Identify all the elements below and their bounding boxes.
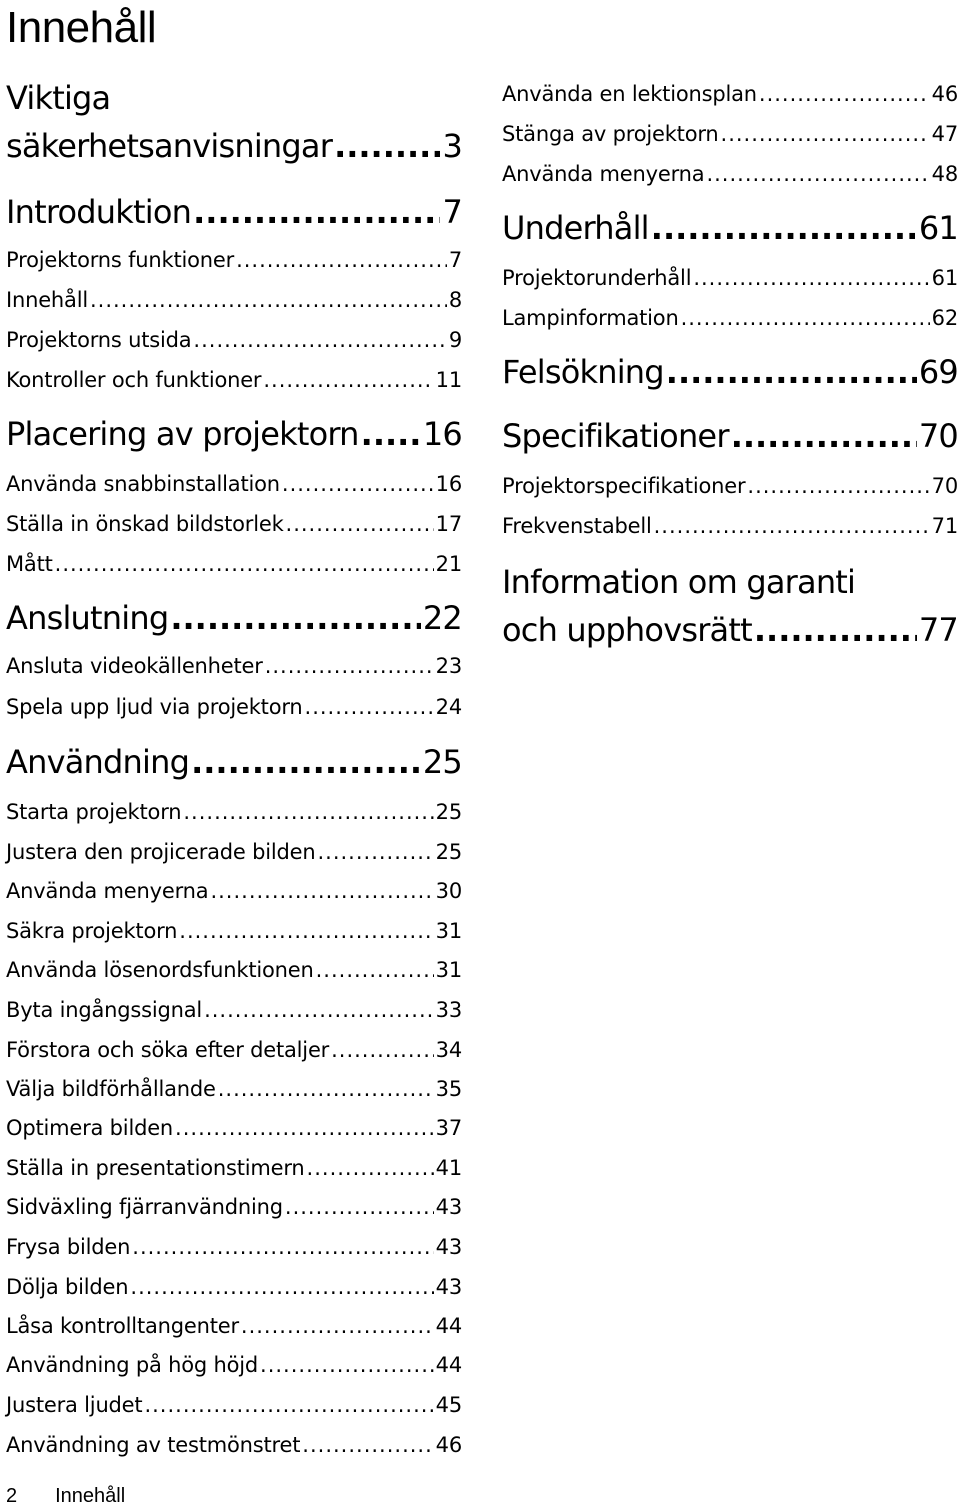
- toc-leader-dots: [302, 1431, 433, 1459]
- toc-page-number: 31: [435, 919, 462, 943]
- toc-entry[interactable]: [6, 550, 462, 578]
- toc-entry[interactable]: [502, 472, 958, 500]
- toc-page-number: 21: [435, 552, 462, 576]
- toc-entry[interactable]: [6, 1312, 462, 1340]
- toc-page-number: 8: [448, 288, 462, 312]
- toc-section-felsokning[interactable]: [502, 352, 958, 392]
- toc-page-number: 33: [435, 998, 462, 1022]
- toc-section-anslutning[interactable]: [6, 598, 462, 638]
- toc-page-number: 71: [931, 514, 958, 538]
- toc-section-placering[interactable]: [6, 414, 462, 454]
- toc-leader-dots: [236, 246, 447, 274]
- toc-entry-title: Mått: [6, 552, 53, 576]
- toc-leader-dots: [241, 1312, 434, 1340]
- toc-leader-dots: [285, 1193, 434, 1221]
- toc-entry[interactable]: [6, 996, 462, 1024]
- toc-entry[interactable]: [6, 652, 462, 680]
- toc-leader-dots: [331, 1036, 434, 1064]
- toc-page-number: 43: [435, 1195, 462, 1219]
- toc-page-number: 17: [435, 512, 462, 536]
- toc-leader-dots: [183, 798, 433, 826]
- toc-entry[interactable]: [6, 1114, 462, 1142]
- toc-entry-title: Dölja bilden: [6, 1275, 129, 1299]
- toc-page-number: 61: [918, 209, 958, 247]
- toc-entry-title: Använda lösenordsfunktionen: [6, 958, 314, 982]
- toc-leader-dots: [317, 838, 433, 866]
- toc-page-number: 25: [435, 800, 462, 824]
- toc-entry-title: Lampinformation: [502, 306, 679, 330]
- toc-leader-dots: [759, 80, 930, 108]
- toc-entry-title: Användning av testmönstret: [6, 1433, 301, 1457]
- toc-entry-title: Ställa in önskad bildstorlek: [6, 512, 284, 536]
- toc-page-number: 24: [435, 695, 462, 719]
- toc-leader-dots: [260, 1351, 434, 1379]
- toc-entry[interactable]: [6, 1075, 462, 1103]
- toc-entry[interactable]: [6, 1036, 462, 1064]
- toc-entry-title: Justera ljudet: [6, 1393, 143, 1417]
- toc-page-number: 41: [435, 1156, 462, 1180]
- toc-leader-dots: [265, 652, 434, 680]
- toc-leader-dots: [286, 510, 434, 538]
- toc-leader-dots: [144, 1391, 433, 1419]
- toc-page-number: 16: [435, 472, 462, 496]
- toc-leader-dots: [754, 610, 917, 650]
- toc-entry-title: Justera den projicerade bilden: [6, 840, 316, 864]
- toc-leader-dots: [731, 416, 917, 456]
- toc-page-number: 70: [931, 474, 958, 498]
- toc-section-title: säkerhetsanvisningar: [6, 127, 333, 165]
- page-footer: [6, 1484, 125, 1508]
- toc-entry[interactable]: [6, 1273, 462, 1301]
- toc-entry-title: Låsa kontrolltangenter: [6, 1314, 239, 1338]
- toc-leader-dots: [282, 470, 434, 498]
- toc-leader-dots: [55, 550, 434, 578]
- toc-page-number: 25: [422, 743, 462, 781]
- toc-entry[interactable]: [6, 917, 462, 945]
- toc-page-number: 7: [442, 193, 462, 231]
- toc-section-title: Underhåll: [502, 209, 649, 247]
- toc-entry[interactable]: [6, 246, 462, 274]
- toc-entry-title: Projektorns funktioner: [6, 248, 235, 272]
- toc-entry-title: Spela upp ljud via projektorn: [6, 695, 303, 719]
- toc-leader-dots: [693, 264, 929, 292]
- toc-leader-dots: [706, 160, 929, 188]
- toc-leader-dots: [334, 126, 440, 166]
- toc-section-title: Felsökning: [502, 353, 664, 391]
- toc-leader-dots: [130, 1273, 433, 1301]
- toc-page-number: 11: [435, 368, 462, 392]
- toc-page-number: 34: [435, 1038, 462, 1062]
- toc-entry-title: Använda en lektionsplan: [502, 82, 757, 106]
- toc-section-underhall[interactable]: [502, 208, 958, 248]
- toc-entry-title: Starta projektorn: [6, 800, 182, 824]
- toc-entry-title: Förstora och söka efter detaljer: [6, 1038, 330, 1062]
- toc-entry-title: Innehåll: [6, 288, 88, 312]
- toc-leader-dots: [666, 352, 917, 392]
- toc-section-title: Specifikationer: [502, 417, 729, 455]
- toc-page-number: 22: [422, 599, 462, 637]
- toc-entry[interactable]: [6, 1154, 462, 1182]
- toc-section-safety-line1[interactable]: Viktiga: [6, 79, 111, 117]
- toc-entry[interactable]: [502, 304, 958, 332]
- toc-entry[interactable]: [6, 470, 462, 498]
- toc-page-number: 31: [435, 958, 462, 982]
- toc-entry-title: Frekvenstabell: [502, 514, 652, 538]
- toc-page-number: 47: [931, 122, 958, 146]
- toc-entry[interactable]: [6, 838, 462, 866]
- toc-page-number: 43: [435, 1275, 462, 1299]
- toc-entry-title: Optimera bilden: [6, 1116, 174, 1140]
- footer-page-number: 2: [6, 1485, 18, 1507]
- toc-entry[interactable]: [502, 80, 958, 108]
- toc-section-specifikationer[interactable]: [502, 416, 958, 456]
- toc-entry-title: Projektorns utsida: [6, 328, 192, 352]
- toc-page-number: 23: [435, 654, 462, 678]
- toc-entry[interactable]: [6, 1391, 462, 1419]
- toc-leader-dots: [307, 1154, 434, 1182]
- toc-entry-title: Stänga av projektorn: [502, 122, 719, 146]
- toc-entry[interactable]: [6, 956, 462, 984]
- toc-leader-dots: [179, 917, 433, 945]
- toc-page-number: 30: [435, 879, 462, 903]
- toc-page-number: 7: [448, 248, 462, 272]
- toc-section-warranty-line1[interactable]: Information om garanti: [502, 563, 856, 601]
- toc-entry-title: Använda snabbinstallation: [6, 472, 280, 496]
- toc-page-number: 37: [435, 1116, 462, 1140]
- toc-section-introduktion[interactable]: [6, 192, 462, 232]
- toc-section-title: och upphovsrätt: [502, 611, 752, 649]
- toc-entry[interactable]: [502, 512, 958, 540]
- toc-page-number: 48: [931, 162, 958, 186]
- toc-leader-dots: [132, 1233, 433, 1261]
- toc-leader-dots: [305, 693, 434, 721]
- toc-entry-title: Kontroller och funktioner: [6, 368, 262, 392]
- toc-leader-dots: [218, 1075, 434, 1103]
- toc-section-warranty[interactable]: [502, 610, 958, 650]
- toc-page-number: 3: [442, 127, 462, 165]
- toc-entry[interactable]: [6, 1193, 462, 1221]
- toc-entry[interactable]: [502, 264, 958, 292]
- toc-page-number: 35: [435, 1077, 462, 1101]
- toc-section-title: Introduktion: [6, 193, 192, 231]
- toc-leader-dots: [193, 192, 440, 232]
- toc-leader-dots: [747, 472, 929, 500]
- toc-leader-dots: [654, 512, 930, 540]
- toc-leader-dots: [681, 304, 930, 332]
- page-title: Innehåll: [6, 3, 157, 52]
- toc-page-number: 77: [918, 611, 958, 649]
- toc-entry[interactable]: [6, 1351, 462, 1379]
- toc-entry[interactable]: [502, 160, 958, 188]
- toc-page-number: 43: [435, 1235, 462, 1259]
- toc-entry[interactable]: [6, 1233, 462, 1261]
- toc-section-title: Anslutning: [6, 599, 169, 637]
- toc-page-number: 70: [918, 417, 958, 455]
- toc-entry-title: Frysa bilden: [6, 1235, 131, 1259]
- toc-leader-dots: [316, 956, 434, 984]
- toc-entry[interactable]: [6, 1431, 462, 1459]
- toc-page-number: 46: [435, 1433, 462, 1457]
- toc-page-number: 45: [435, 1393, 462, 1417]
- toc-entry-title: Projektorspecifikationer: [502, 474, 746, 498]
- toc-page-number: 44: [435, 1314, 462, 1338]
- toc-leader-dots: [210, 877, 433, 905]
- toc-entry[interactable]: [502, 120, 958, 148]
- toc-section-safety[interactable]: [6, 126, 462, 166]
- toc-leader-dots: [651, 208, 917, 248]
- toc-leader-dots: [263, 366, 433, 394]
- toc-leader-dots: [170, 598, 421, 638]
- toc-entry-title: Ställa in presentationstimern: [6, 1156, 305, 1180]
- toc-entry-title: Användning på hög höjd: [6, 1353, 259, 1377]
- toc-entry-title: Byta ingångssignal: [6, 998, 203, 1022]
- toc-entry-title: Använda menyerna: [6, 879, 209, 903]
- toc-entry[interactable]: [6, 326, 462, 354]
- toc-leader-dots: [361, 414, 421, 454]
- toc-page-number: 9: [448, 328, 462, 352]
- toc-entry[interactable]: [6, 366, 462, 394]
- toc-entry[interactable]: [6, 693, 462, 721]
- toc-page-number: 25: [435, 840, 462, 864]
- toc-page-number: 61: [931, 266, 958, 290]
- toc-entry[interactable]: [6, 510, 462, 538]
- toc-section-anvandning[interactable]: [6, 742, 462, 782]
- toc-section-title: Användning: [6, 743, 190, 781]
- toc-entry[interactable]: [6, 286, 462, 314]
- toc-entry-title: Välja bildförhållande: [6, 1077, 216, 1101]
- toc-section-title: Placering av projektorn: [6, 415, 359, 453]
- footer-label: Innehåll: [55, 1485, 126, 1507]
- toc-page-number: 69: [918, 353, 958, 391]
- toc-leader-dots: [191, 742, 421, 782]
- toc-entry-title: Projektorunderhåll: [502, 266, 692, 290]
- toc-leader-dots: [204, 996, 434, 1024]
- toc-entry[interactable]: [6, 798, 462, 826]
- toc-entry-title: Säkra projektorn: [6, 919, 178, 943]
- toc-page-number: 44: [435, 1353, 462, 1377]
- toc-leader-dots: [175, 1114, 434, 1142]
- toc-entry-title: Använda menyerna: [502, 162, 705, 186]
- toc-entry-title: Sidväxling fjärranvändning: [6, 1195, 283, 1219]
- toc-page-number: 16: [422, 415, 462, 453]
- toc-entry[interactable]: [6, 877, 462, 905]
- toc-page-number: 62: [931, 306, 958, 330]
- toc-entry-title: Ansluta videokällenheter: [6, 654, 263, 678]
- toc-leader-dots: [193, 326, 446, 354]
- toc-page-number: 46: [931, 82, 958, 106]
- toc-leader-dots: [721, 120, 930, 148]
- toc-leader-dots: [90, 286, 447, 314]
